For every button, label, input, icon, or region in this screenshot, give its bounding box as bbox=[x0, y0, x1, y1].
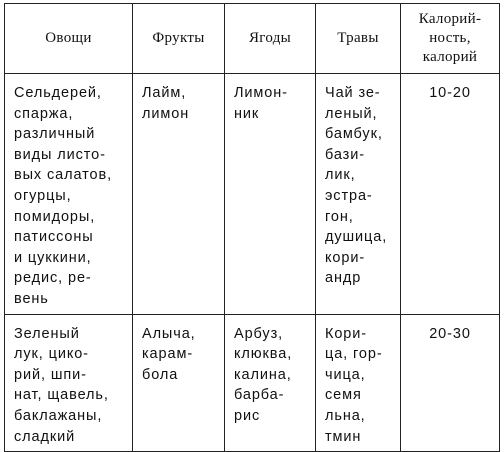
cell-text-line: гон, bbox=[325, 208, 354, 225]
cell-text-line: баклажаны, bbox=[14, 407, 103, 424]
cell-text-line: 10-20 bbox=[429, 85, 471, 101]
cell-text-line: помидоры, bbox=[14, 208, 96, 225]
cell-berries bbox=[225, 74, 316, 315]
header-text-line: ность, bbox=[429, 30, 471, 46]
cell-text-line: сладкий bbox=[14, 428, 76, 445]
cell-text-line: душица, bbox=[325, 229, 388, 246]
cell-fruits bbox=[133, 314, 225, 452]
cell-text-line: нат, щавель, bbox=[14, 387, 109, 404]
cell-text-line: барба- bbox=[234, 387, 285, 404]
cell-herbs bbox=[316, 314, 401, 452]
cell-text-line: огурцы, bbox=[14, 187, 72, 204]
cell-text-line: различный bbox=[14, 126, 96, 143]
cell-text-line: 20-30 bbox=[429, 325, 471, 342]
cell-text-line: и цуккини, bbox=[14, 249, 92, 266]
cell-text-line: бола bbox=[142, 366, 179, 383]
cell-vegetables bbox=[5, 74, 133, 315]
cell-text-line: карам- bbox=[142, 346, 194, 363]
cell-vegetables bbox=[5, 314, 133, 452]
cell-text-line: Зеленый bbox=[14, 325, 80, 342]
cell-text-line: Арбуз, bbox=[234, 325, 284, 342]
cell-text-line: лик, bbox=[325, 167, 356, 184]
cell-calories bbox=[401, 74, 500, 315]
cell-text-line: чица, bbox=[325, 366, 366, 383]
header-text-line: Фрукты bbox=[152, 30, 205, 46]
cell-text-line: редис, ре- bbox=[14, 270, 92, 287]
cell-text-line: ца, гор- bbox=[325, 346, 383, 363]
cell-text-line: клюква, bbox=[234, 346, 293, 363]
cell-text-line: патиссоны bbox=[14, 229, 94, 246]
header-vegetables bbox=[5, 4, 133, 74]
cell-text-line: Сельдерей, bbox=[14, 85, 102, 101]
cell-text-line: Алыча, bbox=[142, 325, 196, 342]
cell-text-line: тмин bbox=[325, 428, 362, 445]
cell-text-line: рий, шпи- bbox=[14, 366, 87, 383]
cell-text-line: виды листо- bbox=[14, 146, 106, 163]
cell-fruits bbox=[133, 74, 225, 315]
calorie-table bbox=[4, 3, 500, 452]
cell-text-line: ник bbox=[234, 105, 260, 122]
cell-text-line: эстра- bbox=[325, 187, 373, 204]
header-text-line: калорий bbox=[422, 49, 478, 65]
cell-text-line: вень bbox=[14, 290, 49, 307]
header-berries bbox=[225, 4, 316, 74]
cell-text-line: бамбук, bbox=[325, 126, 383, 143]
cell-text-line: андр bbox=[325, 270, 362, 287]
header-calories bbox=[401, 4, 500, 74]
header-herbs bbox=[316, 4, 401, 74]
cell-text-line: рис bbox=[234, 407, 261, 424]
header-text-line: Калорий- bbox=[418, 11, 482, 27]
cell-text-line: лимон bbox=[142, 105, 190, 122]
header-text-line: Овощи bbox=[45, 30, 92, 46]
cell-text-line: Лимон- bbox=[234, 85, 288, 101]
cell-text-line: Чай зе- bbox=[325, 85, 381, 101]
cell-text-line: льна, bbox=[325, 407, 366, 424]
cell-herbs bbox=[316, 74, 401, 315]
header-fruits bbox=[133, 4, 225, 74]
cell-text-line: лук, цико- bbox=[14, 346, 89, 363]
header-text-line: Ягоды bbox=[248, 30, 292, 46]
cell-text-line: Лайм, bbox=[142, 85, 187, 101]
cell-text-line: леный, bbox=[325, 105, 378, 122]
cell-text-line: кори- bbox=[325, 249, 366, 266]
table-row bbox=[5, 74, 500, 315]
cell-text-line: Кори- bbox=[325, 325, 368, 342]
header-text-line: Травы bbox=[337, 30, 379, 46]
cell-text-line: семя bbox=[325, 387, 362, 404]
cell-calories bbox=[401, 314, 500, 452]
header-row bbox=[5, 4, 500, 74]
table-row bbox=[5, 314, 500, 452]
cell-berries bbox=[225, 314, 316, 452]
cell-text-line: бази- bbox=[325, 146, 365, 163]
cell-text-line: калина, bbox=[234, 366, 292, 383]
cell-text-line: вых салатов, bbox=[14, 167, 112, 184]
cell-text-line: спаржа, bbox=[14, 105, 74, 122]
